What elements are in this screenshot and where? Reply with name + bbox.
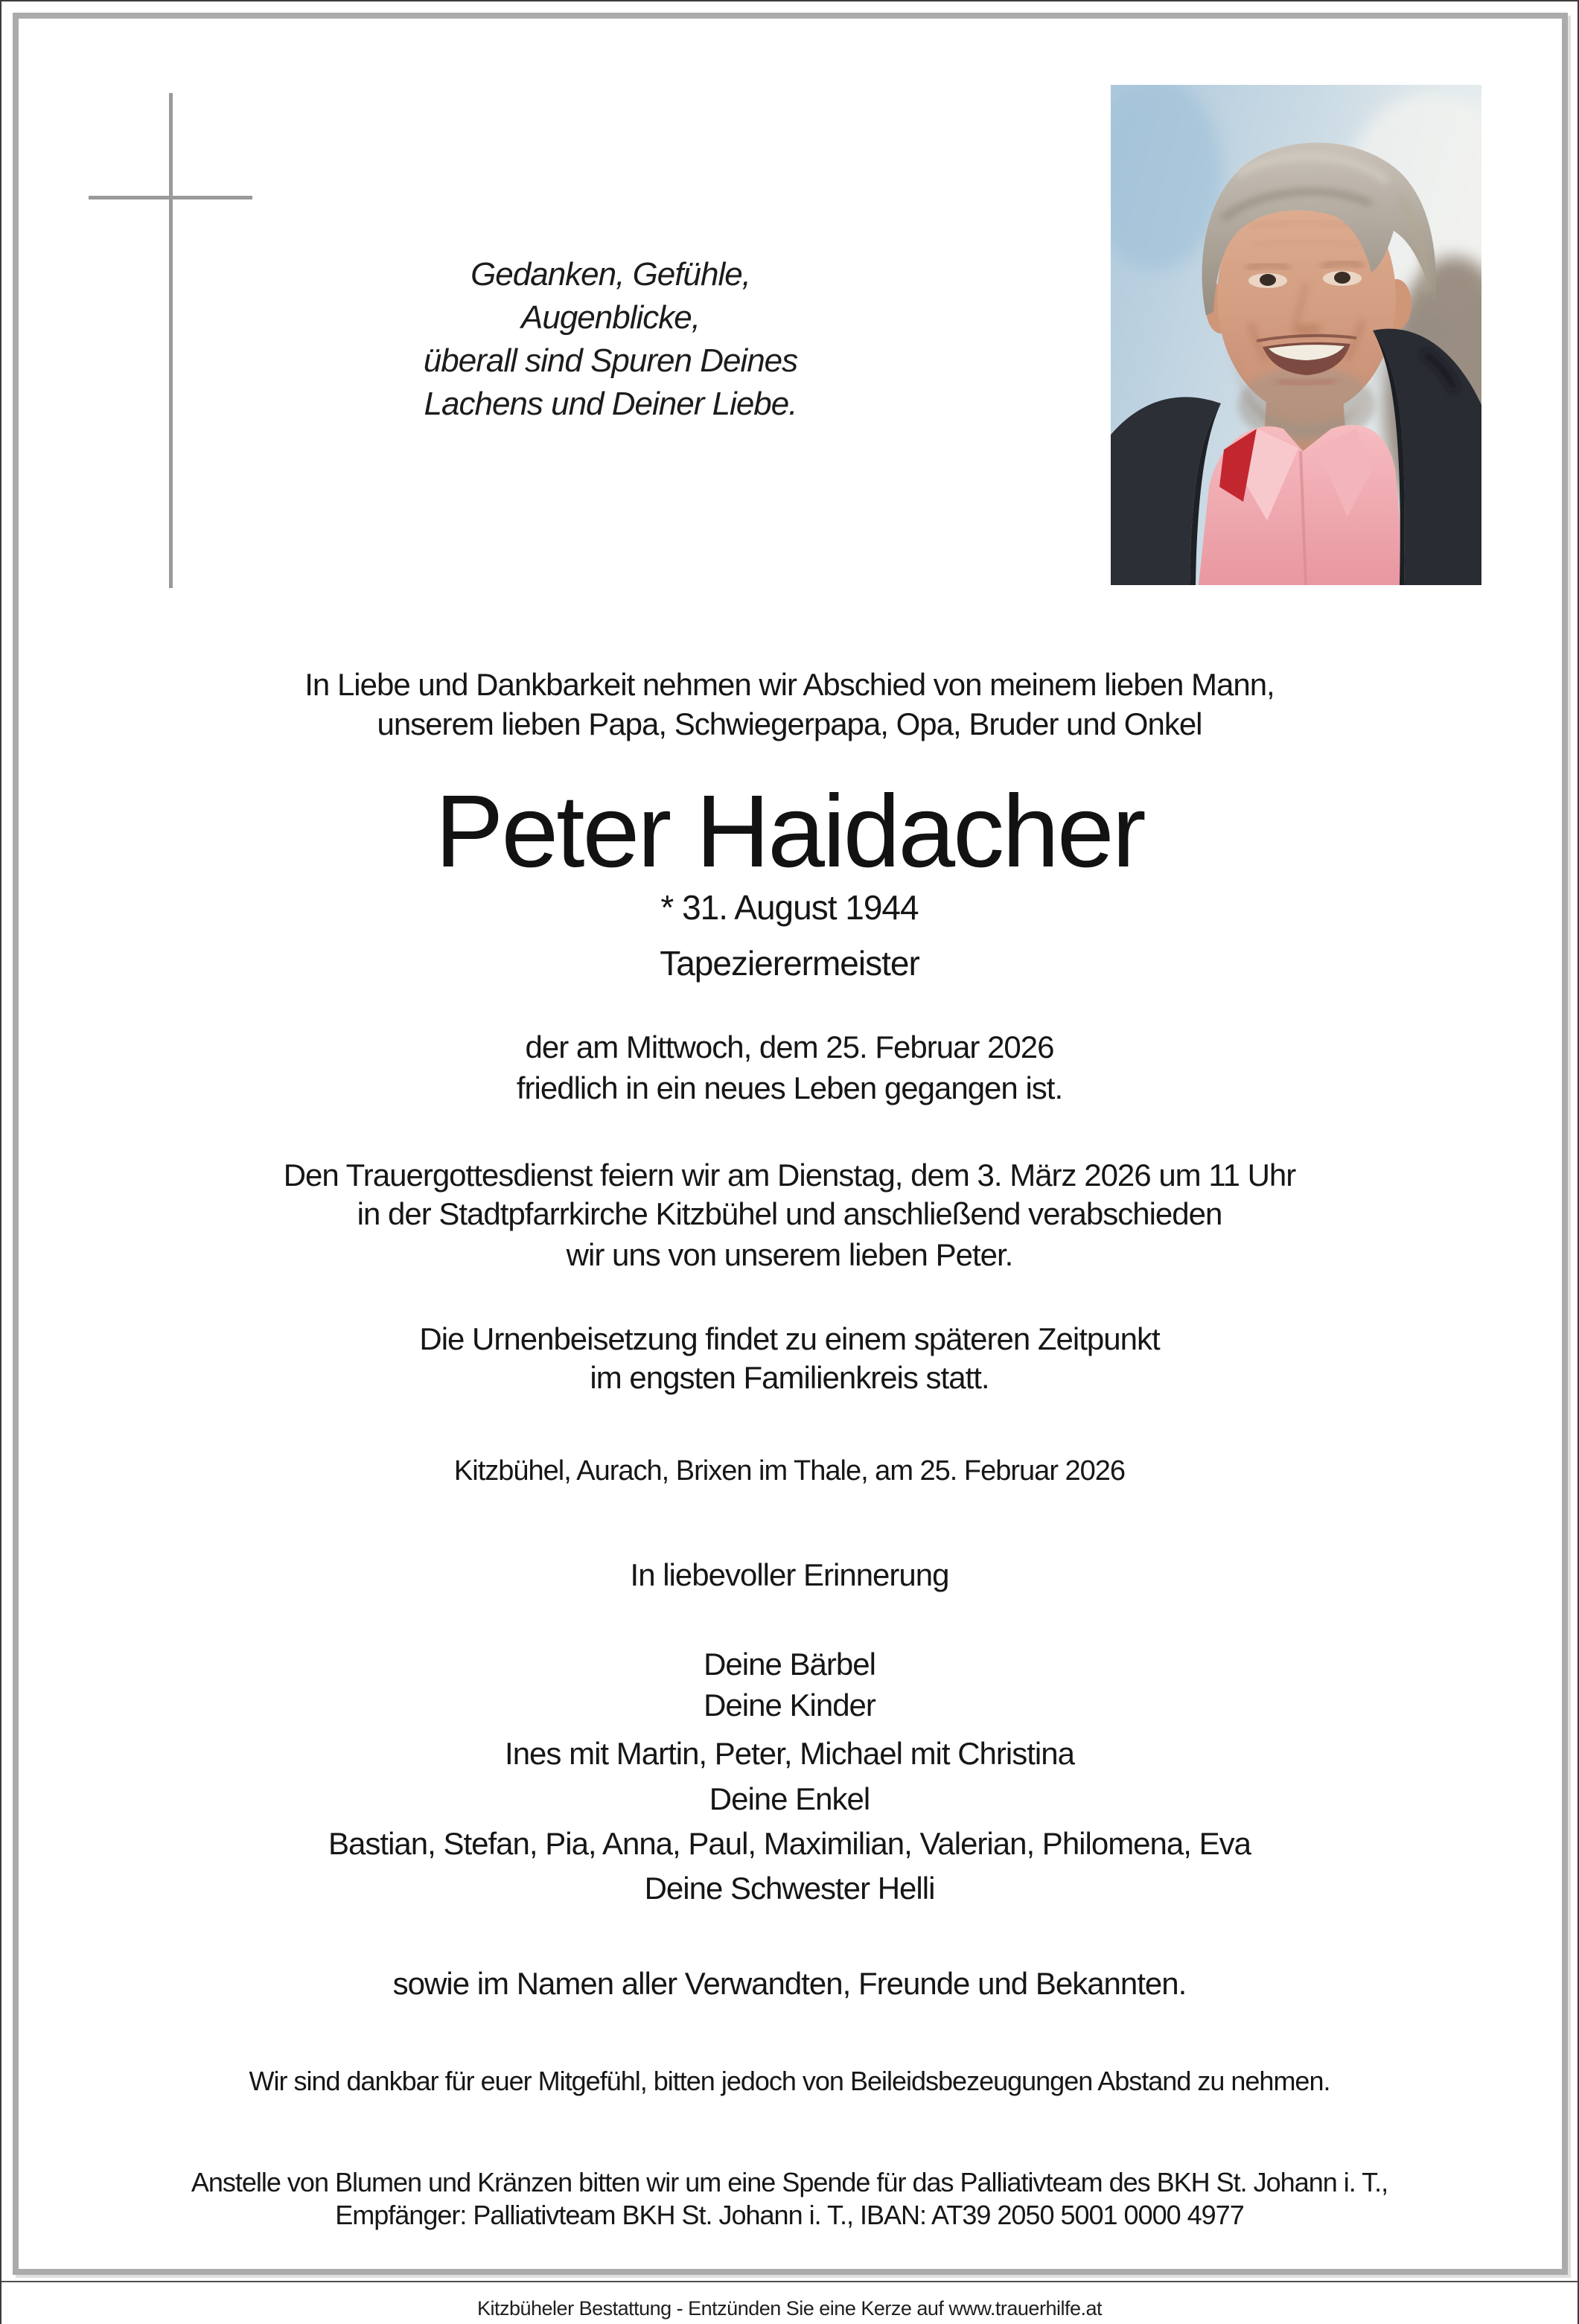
portrait-photo [1111, 85, 1481, 585]
dateline: Kitzbühel, Aurach, Brixen im Thale, am 25. Februar 2026 [453, 1455, 1126, 1487]
mourner-line: Bastian, Stefan, Pia, Anna, Paul, Maximilian, Valerian, Philomena, Eva [328, 1826, 1251, 1861]
mourner-line: Deine Kinder [704, 1688, 875, 1723]
birth-date: * 31. August 1944 [660, 888, 919, 927]
closing-line: sowie im Namen aller Verwandten, Freunde und Bekannten. [392, 1966, 1187, 2001]
poem-line: Augenblicke, [521, 299, 700, 336]
mourner-line: Deine Schwester Helli [644, 1871, 935, 1906]
donation-line: Empfänger: Palliativteam BKH St. Johann i. T., IBAN: AT39 2050 5001 0000 4977 [335, 2200, 1244, 2230]
urn-line: Die Urnenbeisetzung findet zu einem späteren Zeitpunkt [419, 1321, 1160, 1356]
condolence-note: Wir sind dankbar für euer Mitgefühl, bitten jedoch von Beileidsbezeugungen Abstand zu nehmen. [249, 2066, 1330, 2096]
intro-line: unserem lieben Papa, Schwiegerpapa, Opa, Bruder und Onkel [377, 706, 1202, 741]
mourner-line: Deine Enkel [709, 1781, 870, 1816]
donation-line: Anstelle von Blumen und Kränzen bitten wir um eine Spende für das Palliativteam des BKH St. Johann i. T., [191, 2167, 1388, 2197]
profession: Tapezierermeister [660, 944, 919, 983]
service-line: in der Stadtpfarrkirche Kitzbühel und anschließend verabschieden [357, 1196, 1222, 1231]
poem-line: Lachens und Deiner Liebe. [424, 386, 797, 422]
death-line: friedlich in ein neues Leben gegangen ist. [516, 1070, 1063, 1105]
mourner-line: Ines mit Martin, Peter, Michael mit Christina [505, 1736, 1074, 1771]
cross-icon-bar [89, 196, 252, 199]
cross-icon [169, 93, 173, 588]
remembrance-heading: In liebevoller Erinnerung [630, 1557, 949, 1592]
footer-divider [1, 2281, 1579, 2282]
service-line: wir uns von unserem lieben Peter. [566, 1237, 1013, 1272]
intro-line: In Liebe und Dankbarkeit nehmen wir Abschied von meinem lieben Mann, [304, 667, 1275, 702]
memorial-poem [357, 253, 864, 426]
poem-line: Gedanken, Gefühle, [470, 256, 750, 293]
footer-note: Kitzbüheler Bestattung - Entzünden Sie eine Kerze auf www.trauerhilfe.at [476, 2297, 1102, 2320]
death-line: der am Mittwoch, dem 25. Februar 2026 [525, 1029, 1054, 1064]
service-line: Den Trauergottesdienst feiern wir am Dienstag, dem 3. März 2026 um 11 Uhr [283, 1158, 1296, 1193]
urn-line: im engsten Familienkreis statt. [590, 1360, 989, 1395]
deceased-name: Peter Haidacher [435, 774, 1144, 889]
mourner-line: Deine Bärbel [704, 1647, 875, 1682]
poem-line: überall sind Spuren Deines [423, 342, 798, 379]
